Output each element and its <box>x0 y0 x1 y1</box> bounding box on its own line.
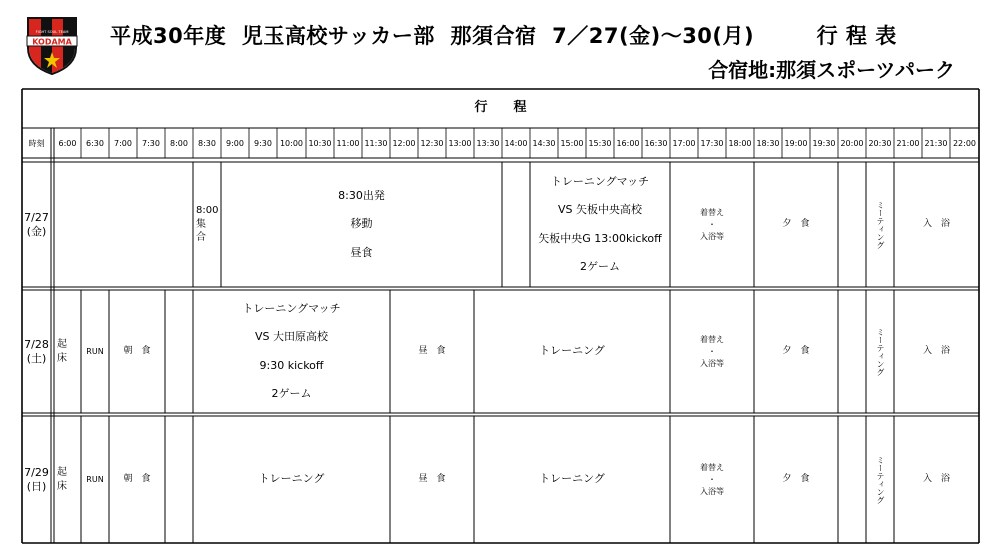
schedule-cell <box>193 416 390 543</box>
time-header: 17:30 <box>700 138 724 148</box>
schedule-cell <box>754 162 838 287</box>
cell-line: 床 <box>57 352 67 364</box>
time-header: 11:00 <box>336 138 360 148</box>
date-cell <box>22 290 51 413</box>
time-header: 21:30 <box>924 138 948 148</box>
schedule-cell <box>754 290 838 413</box>
schedule-cell <box>866 162 894 287</box>
time-header: 16:00 <box>616 138 640 148</box>
cell-line: ミーティング <box>876 327 885 376</box>
time-header: 15:00 <box>560 138 584 148</box>
cell-line: トレーニングマッチ <box>550 175 650 189</box>
time-header: 16:30 <box>644 138 668 148</box>
cell-line: RUN <box>86 346 104 356</box>
time-header: 14:00 <box>504 138 528 148</box>
schedule-cell <box>54 290 81 413</box>
time-header: 21:00 <box>896 138 920 148</box>
cell-line: 夕 食 <box>782 218 810 229</box>
date-text: 7/27 <box>24 210 49 224</box>
cell-line: ミーティング <box>876 455 885 504</box>
cell-line: 8:00 <box>196 205 219 217</box>
schedule-cell <box>193 162 221 287</box>
schedule-cell <box>474 416 670 543</box>
schedule-cell <box>81 290 109 413</box>
cell-line: 昼食 <box>350 245 373 259</box>
cell-line: VS 大田原高校 <box>254 330 328 344</box>
time-header: 7:00 <box>114 138 132 148</box>
schedule-cell <box>474 290 670 413</box>
time-header: 12:00 <box>392 138 416 148</box>
time-header: 10:00 <box>279 138 304 148</box>
schedule-cell <box>109 416 165 543</box>
cell-line: 入 浴 <box>922 345 950 356</box>
time-header: 13:30 <box>476 138 500 148</box>
time-header: 20:30 <box>868 138 892 148</box>
cell-line: 矢板中央G 13:00kickoff <box>538 231 662 245</box>
day-text: (日) <box>26 479 47 493</box>
schedule-cell <box>670 162 754 287</box>
cell-line: 8:30出発 <box>338 189 385 203</box>
schedule-cell <box>81 416 109 543</box>
cell-line: 昼 食 <box>418 473 446 484</box>
time-header: 19:00 <box>784 138 808 148</box>
time-header: 18:00 <box>728 138 752 148</box>
cell-line: 起 <box>57 339 67 350</box>
cell-line: 朝 食 <box>123 345 151 356</box>
cell-line: 着替え <box>700 334 724 344</box>
cell-line: VS 矢板中央高校 <box>557 203 642 217</box>
schedule-cell <box>754 416 838 543</box>
time-header: 10:30 <box>308 138 332 148</box>
cell-line: ・ <box>708 346 716 356</box>
cell-line: 夕 食 <box>782 473 810 484</box>
cell-line: ・ <box>708 219 716 229</box>
schedule-cell <box>894 162 979 287</box>
time-header: 22:00 <box>952 138 977 148</box>
schedule-cell <box>109 290 165 413</box>
day-text: (金) <box>26 224 47 238</box>
schedule-cell <box>894 290 979 413</box>
cell-line: 2ゲーム <box>580 259 620 273</box>
cell-line: トレーニング <box>539 472 605 486</box>
time-header: 8:30 <box>198 138 216 148</box>
schedule-cell <box>866 290 894 413</box>
time-header: 11:30 <box>364 138 388 148</box>
time-header: 20:00 <box>840 138 864 148</box>
cell-line: トレーニング <box>539 344 605 358</box>
cell-line: 昼 食 <box>418 345 446 356</box>
cell-line: 床 <box>57 480 67 492</box>
cell-line: 入浴等 <box>700 486 724 496</box>
cell-line: 合 <box>196 232 206 244</box>
schedule-cell <box>54 416 81 543</box>
cell-line: ・ <box>708 474 716 484</box>
cell-line: トレーニング <box>258 472 325 486</box>
cell-line: 起 <box>57 467 67 478</box>
cell-line: 着替え <box>700 462 724 472</box>
page-title: 平成30年度 児玉高校サッカー部 那須合宿 7／27(金)～30(月) 行 程 表 <box>110 24 897 48</box>
time-header: 14:30 <box>532 138 556 148</box>
cell-line: 移動 <box>350 217 373 231</box>
date-text: 7/28 <box>24 337 49 351</box>
date-text: 7/29 <box>24 465 49 479</box>
date-cell <box>22 162 51 287</box>
time-header: 17:00 <box>672 138 696 148</box>
cell-line: 朝 食 <box>123 473 151 484</box>
time-label: 時刻 <box>28 138 45 148</box>
cell-line: 入 浴 <box>922 218 950 229</box>
time-header: 18:30 <box>756 138 780 148</box>
cell-line: 夕 食 <box>782 345 810 356</box>
logo-text: KODAMA <box>32 37 72 47</box>
schedule-cell <box>221 162 502 287</box>
schedule-cell <box>866 416 894 543</box>
cell-line: 入浴等 <box>700 231 724 241</box>
cell-line: 着替え <box>700 207 724 217</box>
schedule-cell <box>670 290 754 413</box>
schedule-cell <box>390 416 474 543</box>
cell-line: RUN <box>86 474 104 484</box>
cell-line: トレーニングマッチ <box>242 302 341 316</box>
schedule-cell <box>193 290 390 413</box>
time-header: 8:00 <box>170 138 188 148</box>
day-text: (土) <box>26 351 47 365</box>
time-header: 6:30 <box>86 138 104 148</box>
schedule-cell <box>390 290 474 413</box>
schedule-cell <box>894 416 979 543</box>
time-header: 13:00 <box>448 138 472 148</box>
table-caption: 行 程 <box>474 100 527 116</box>
time-header: 19:30 <box>812 138 836 148</box>
date-cell <box>22 416 51 543</box>
time-header: 6:00 <box>58 138 77 148</box>
cell-line: 2ゲーム <box>271 386 312 400</box>
cell-line: 入 浴 <box>922 473 950 484</box>
time-header: 12:30 <box>420 138 444 148</box>
cell-line: 入浴等 <box>700 358 724 368</box>
time-header: 9:00 <box>226 138 244 148</box>
cell-line: ミーティング <box>876 200 885 249</box>
schedule-cell <box>670 416 754 543</box>
time-header: 7:30 <box>142 138 160 148</box>
schedule-cell <box>530 162 670 287</box>
cell-line: 9:30 kickoff <box>259 358 324 372</box>
time-header: 15:30 <box>588 138 612 148</box>
cell-line: 集 <box>196 218 206 230</box>
time-header: 9:30 <box>254 138 272 148</box>
logo-subtext: FIGHT SOUL TEAM <box>35 30 69 34</box>
page-subtitle: 合宿地:那須スポーツパーク <box>708 58 955 82</box>
